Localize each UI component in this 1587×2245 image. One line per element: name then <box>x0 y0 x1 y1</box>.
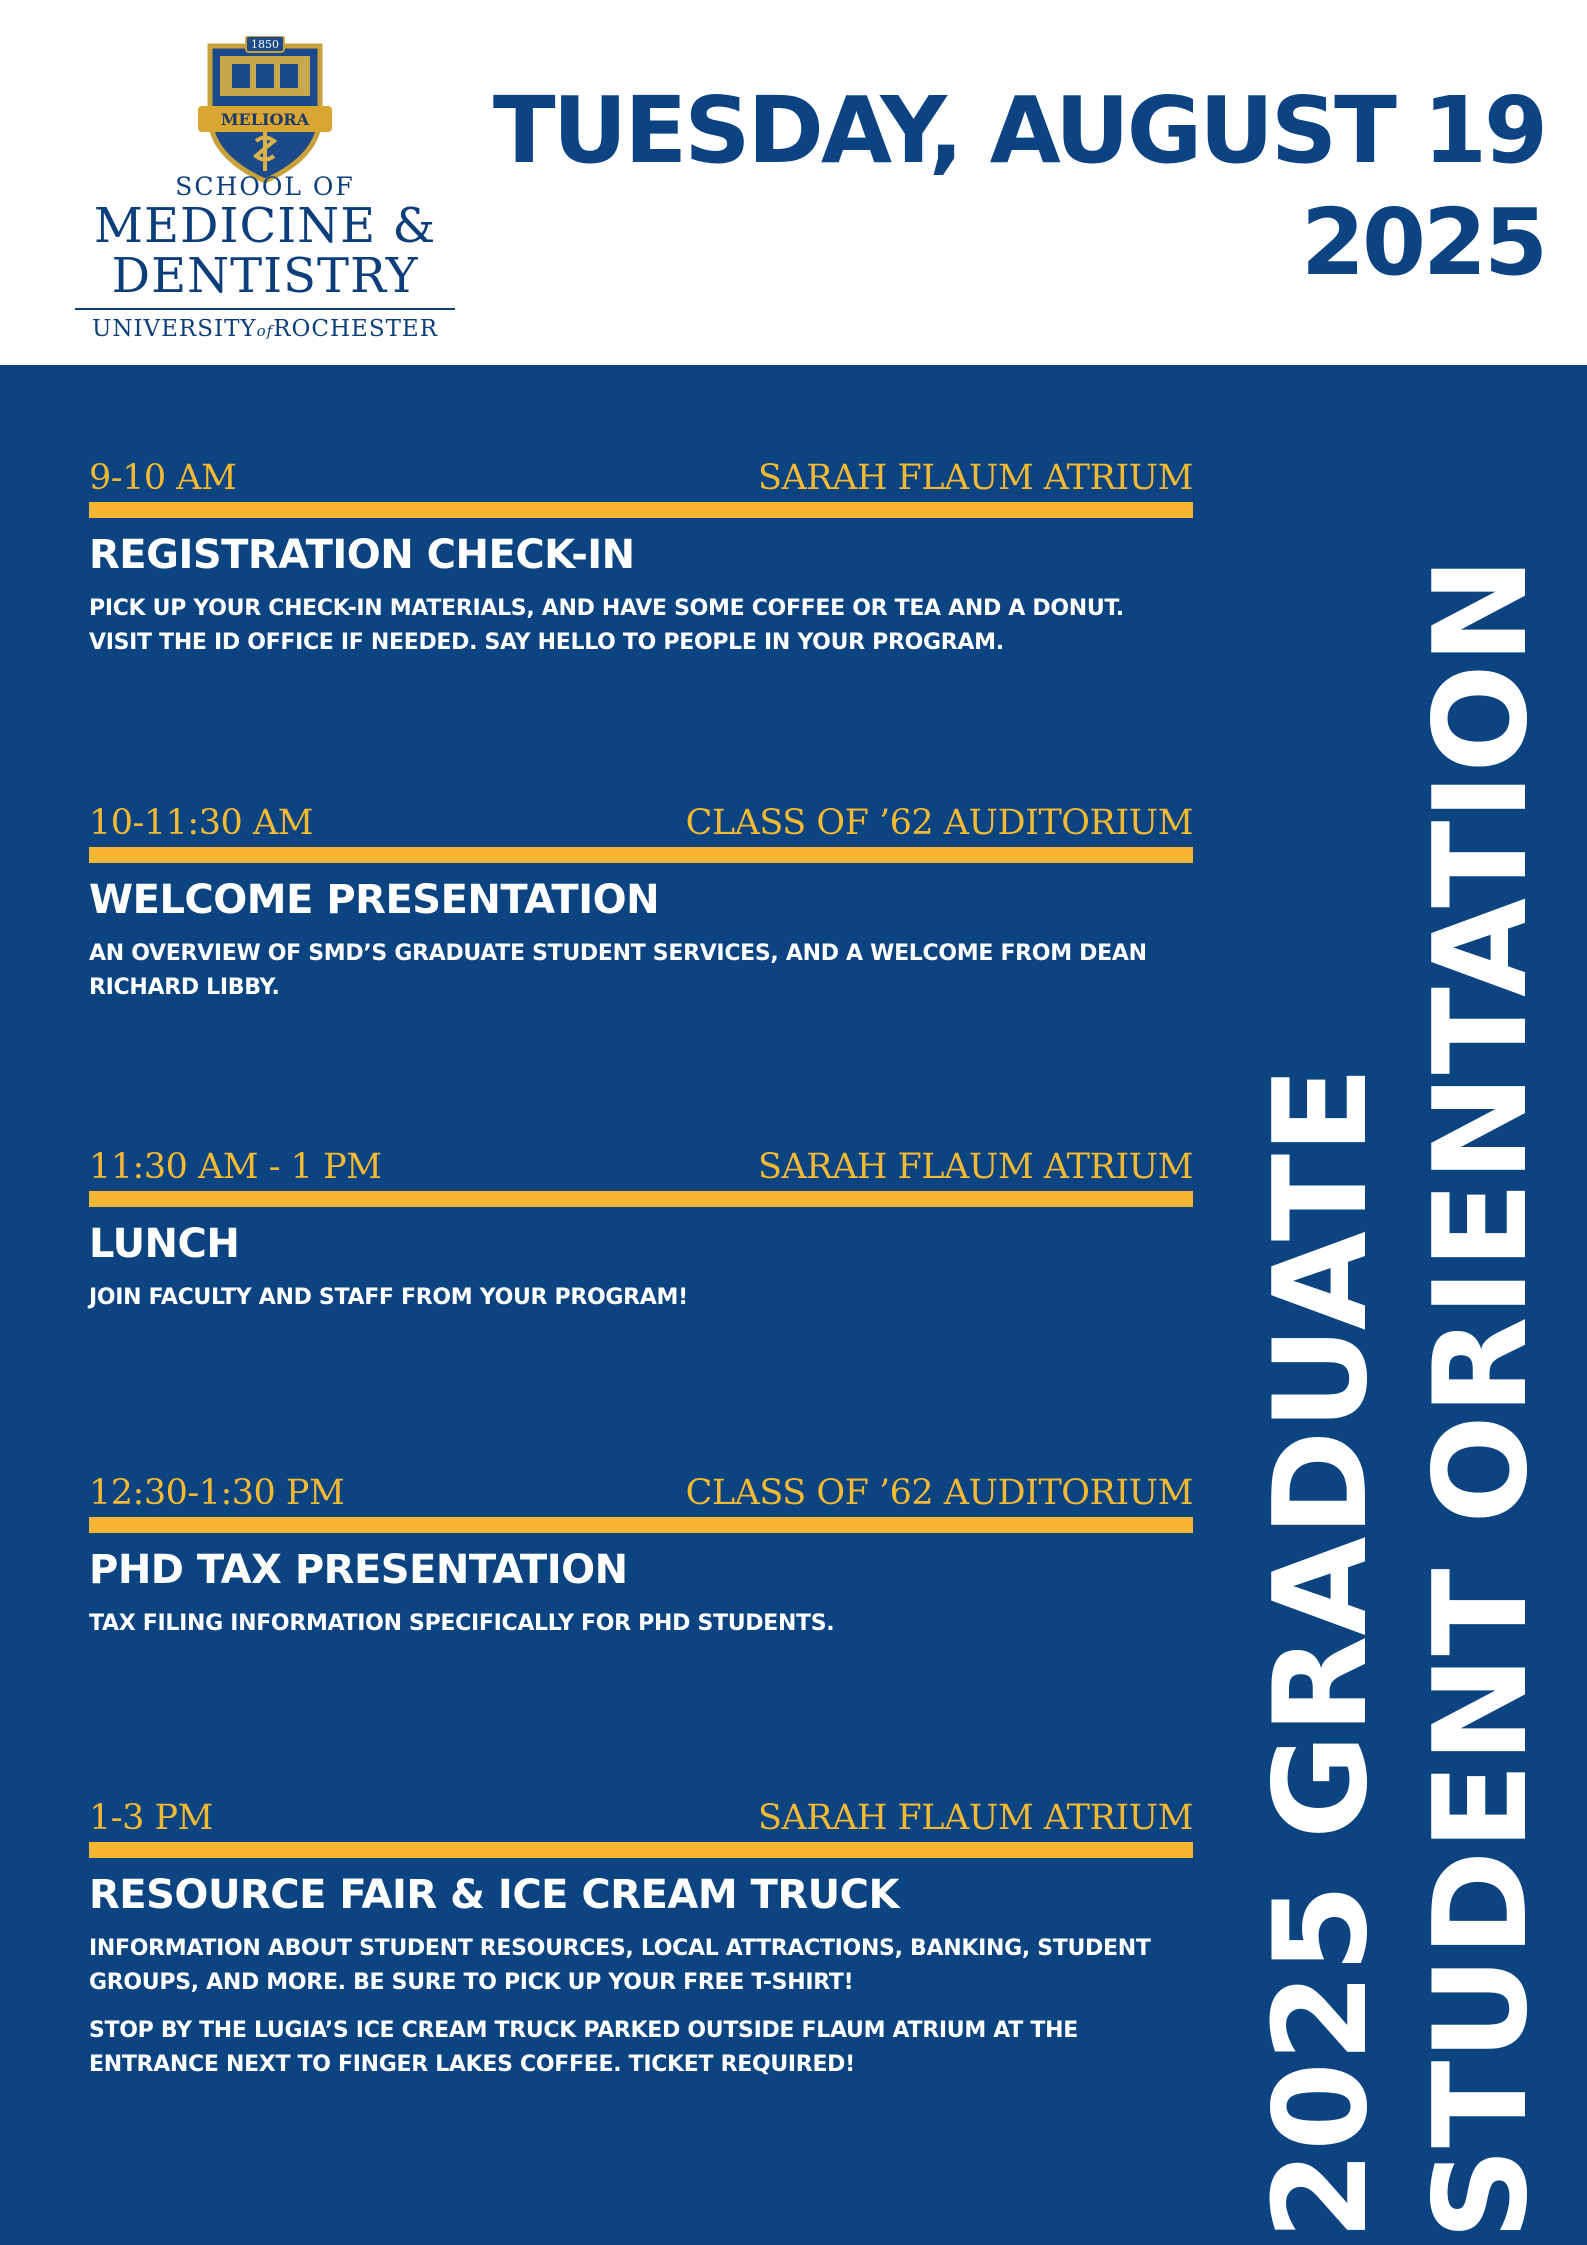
school-logo <box>70 30 460 350</box>
event-location: SARAH FLAUM ATRIUM <box>757 1798 1193 1838</box>
event-title: REGISTRATION CHECK-IN <box>89 532 635 578</box>
logo-univ-left: UNIVERSITY <box>91 316 257 342</box>
event-location: SARAH FLAUM ATRIUM <box>757 458 1193 498</box>
event-welcome <box>89 795 1193 1005</box>
event-divider <box>89 847 1193 863</box>
event-header <box>89 450 1193 498</box>
event-divider <box>89 1842 1193 1858</box>
logo-school-of: SCHOOL OF <box>175 172 355 201</box>
event-description: INFORMATION ABOUT STUDENT RESOURCES, LOCAL ATTRACTIONS, BANKING, STUDENT GROUPS, AND MORE. BE SURE TO PICK UP YOUR FREE T-SHIRT! <box>89 1936 1151 1995</box>
event-location: CLASS OF ’62 AUDITORIUM <box>685 803 1193 843</box>
logo-dentistry: DENTISTRY <box>111 248 419 304</box>
event-time: 11:30 AM - 1 PM <box>89 1147 382 1187</box>
crest-motto: MELIORA <box>220 110 310 129</box>
event-description: PICK UP YOUR CHECK-IN MATERIALS, AND HAVE SOME COFFEE OR TEA AND A DONUT. VISIT THE ID OFFICE IF NEEDED. SAY HELLO TO PEOPLE IN YOUR PROGRAM. <box>89 596 1124 655</box>
event-lunch <box>89 1139 1193 1315</box>
event-resource-fair <box>89 1790 1193 2082</box>
header <box>0 0 1587 365</box>
event-tax <box>89 1465 1193 1641</box>
event-title: PHD TAX PRESENTATION <box>89 1547 628 1593</box>
event-date <box>493 75 1545 299</box>
event-header <box>89 1465 1193 1513</box>
event-registration <box>89 450 1193 660</box>
event-description: TAX FILING INFORMATION SPECIFICALLY FOR PHD STUDENTS. <box>89 1611 835 1636</box>
vertical-title-text <box>1242 420 1562 2240</box>
logo-university <box>70 316 460 342</box>
logo-univ-right: ROCHESTER <box>273 316 439 342</box>
vertical-title <box>1242 420 1562 2240</box>
university-crest-icon <box>198 36 332 186</box>
vertical-title-line1: 2025 GRADUATE <box>1247 1066 1396 2240</box>
event-description: AN OVERVIEW OF SMD’S GRADUATE STUDENT SERVICES, AND A WELCOME FROM DEAN RICHARD LIBBY. <box>89 941 1147 1000</box>
logo-univ-of: of <box>256 322 274 340</box>
event-header <box>89 795 1193 843</box>
event-time: 12:30-1:30 PM <box>89 1473 345 1513</box>
logo-medicine: MEDICINE & <box>93 198 437 254</box>
event-title: RESOURCE FAIR & ICE CREAM TRUCK <box>89 1872 900 1918</box>
event-divider <box>89 1191 1193 1207</box>
event-description-extra: STOP BY THE LUGIA’S ICE CREAM TRUCK PARKED OUTSIDE FLAUM ATRIUM AT THE ENTRANCE NEXT TO FINGER LAKES COFFEE. TICKET REQUIRED! <box>89 2018 1078 2077</box>
event-time: 9-10 AM <box>89 458 237 498</box>
event-header <box>89 1139 1193 1187</box>
event-divider <box>89 502 1193 518</box>
crest-year: 1850 <box>251 38 279 51</box>
event-description: JOIN FACULTY AND STAFF FROM YOUR PROGRAM! <box>89 1285 688 1310</box>
logo-divider <box>75 308 455 310</box>
event-divider <box>89 1517 1193 1533</box>
date-line-year: 2025 <box>1300 189 1545 296</box>
event-time: 10-11:30 AM <box>89 803 313 843</box>
event-title: LUNCH <box>89 1221 240 1267</box>
event-title: WELCOME PRESENTATION <box>89 877 660 923</box>
event-location: SARAH FLAUM ATRIUM <box>757 1147 1193 1187</box>
event-time: 1-3 PM <box>89 1798 213 1838</box>
event-location: CLASS OF ’62 AUDITORIUM <box>685 1473 1193 1513</box>
vertical-title-line2: STUDENT ORIENTATION <box>1407 556 1556 2240</box>
event-header <box>89 1790 1193 1838</box>
date-line-day: TUESDAY, AUGUST 19 <box>492 77 1545 184</box>
